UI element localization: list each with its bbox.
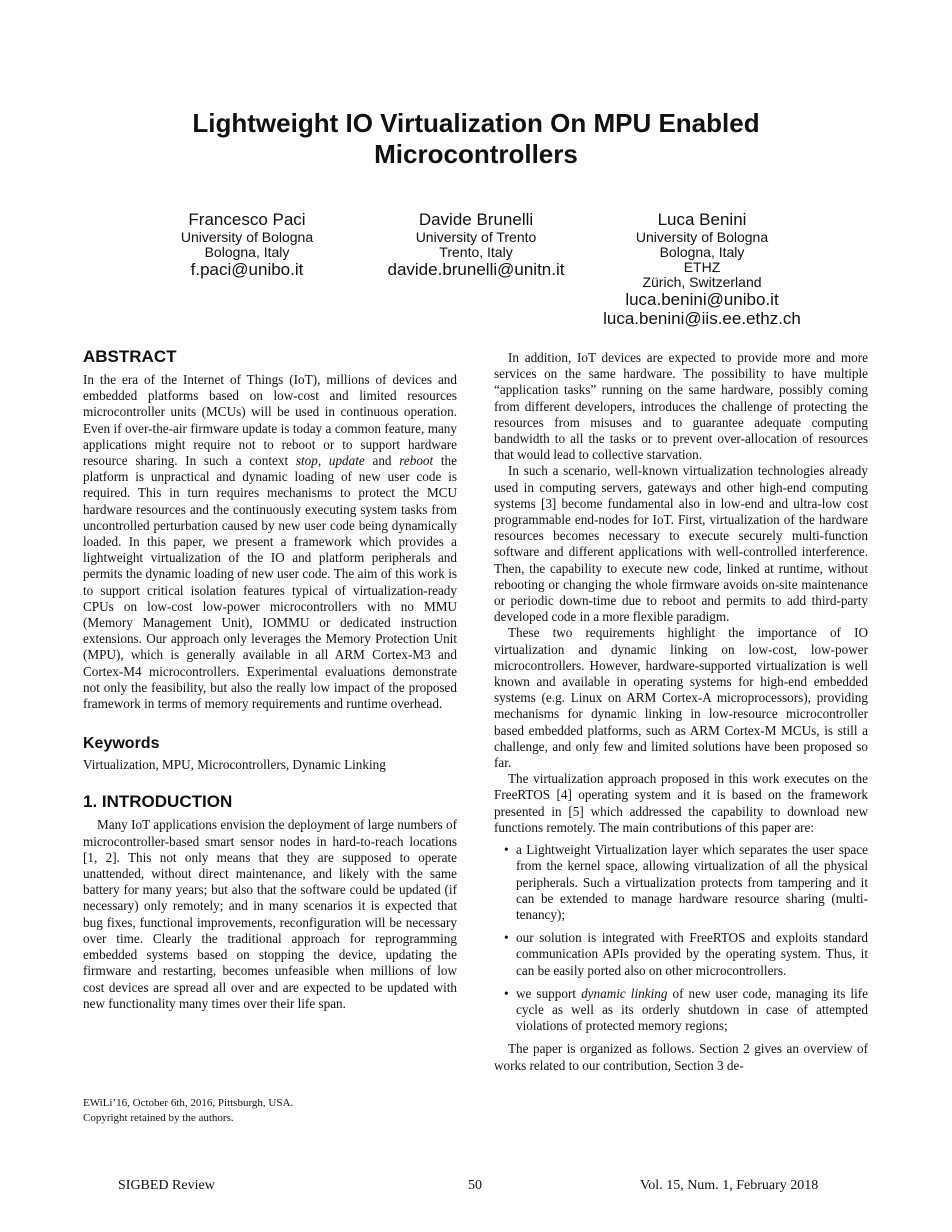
author-affiliation: ETHZ	[683, 259, 721, 275]
list-item: • our solution is integrated with FreeRTOS and exploits standard communication APIs provided by the operating system. Thus, it can be easily ported also on other microcontrollers.	[516, 930, 868, 979]
list-item: • we support dynamic linking of new user code, managing its life cycle as well as its orderly shutdown in case of attempted violations of protected memory regions;	[516, 986, 868, 1035]
author-2	[346, 210, 606, 279]
footer-volume: Vol. 15, Num. 1, February 2018	[640, 1178, 819, 1193]
list-item: • a Lightweight Virtualization layer which separates the user space from the kernel space, allowing virtualization of all the physical peripherals. Such a virtualization protects from tampering and it can be extended to manage hardware resource sharing (multi-tenancy);	[516, 842, 868, 923]
footer-journal: SIGBED Review	[118, 1178, 215, 1193]
author-email[interactable]: luca.benini@iis.ee.ethz.ch	[603, 309, 801, 328]
right-column	[494, 350, 868, 1074]
paper-title	[0, 108, 952, 170]
author-affiliation: Trento, Italy	[439, 244, 513, 260]
author-affiliation: University of Trento	[415, 229, 537, 245]
title-line: Lightweight IO Virtualization On MPU Enabled	[192, 108, 760, 138]
contributions-list	[494, 842, 868, 1034]
abstract-heading: ABSTRACT	[83, 347, 177, 366]
keywords-text: Virtualization, MPU, Microcontrollers, Dynamic Linking	[83, 757, 386, 773]
keywords-heading: Keywords	[83, 735, 160, 753]
author-1	[117, 210, 377, 279]
footnote	[83, 1096, 293, 1126]
author-affiliation: University of Bologna	[180, 229, 314, 245]
paragraph: The virtualization approach proposed in this work executes on the FreeRTOS [4] operating system and it is based on the framework presented in [5] which addressed the capability to download new functions remotely. The main contributions of this paper are:	[494, 771, 868, 835]
abstract-text: In the era of the Internet of Things (IoT), millions of devices and embedded platforms based on low-cost and limited resources microcontroller units (MCUs) will be used in continuous operation. Even if over-the-air firmware update is today a common feature, many applications might require not to reboot or to support hardware resource sharing. In such a context stop, update and reboot the platform is unpractical and dynamic loading of new user code is required. This in turn requires mechanisms to protect the MCU hardware resources and the continuously executing system tasks from uncontrolled perturbation caused by new user code being dynamically loaded. In this paper, we present a framework which provides a lightweight virtualization of the IO and platform peripherals and permits the dynamic loading of new user code. The aim of this work is to support critical isolation features typical of virtualization-ready CPUs on low-cost low-power microcontrollers with no MMU (Memory Management Unit), IOMMU or dedicated instruction extensions. Our approach only leverages the Memory Protection Unit (MPU), which is generally available in all ARM Cortex-M3 and Cortex-M4 microcontrollers. Experimental evaluations demonstrate not only the feasibility, but also the really low impact of the proposed framework in terms of memory requirements and runtime overhead.	[83, 372, 458, 712]
introduction-heading: 1. INTRODUCTION	[83, 792, 233, 812]
footnote-line: EWiLi’16, October 6th, 2016, Pittsburgh, USA.	[83, 1097, 294, 1109]
title-line: Microcontrollers	[374, 139, 578, 169]
author-name: Luca Benini	[657, 210, 747, 229]
author-email[interactable]: f.paci@unibo.it	[190, 260, 304, 279]
footnote-line: Copyright retained by the authors.	[83, 1112, 234, 1124]
author-email[interactable]: davide.brunelli@unitn.it	[387, 260, 565, 279]
paragraph: The paper is organized as follows. Section 2 gives an overview of works related to our contribution, Section 3 de-	[494, 1041, 868, 1073]
footer-page-number: 50	[468, 1178, 482, 1193]
paragraph: In such a scenario, well-known virtualization technologies already used in computing servers, gateways and other high-end computing systems [3] become fundamental also in low-end and ultra-low cost programmable end-nodes for IoT. First, virtualization of the hardware resources becomes necessary to execute securely multi-function software and different applications with well-controlled interference. Then, the capability to execute new code, linked at runtime, without rebooting or changing the whole firmware avoids on-site maintenance or periodic down-time due to reboot and permits to add third-party developed code in a more flexible paradigm.	[494, 463, 868, 625]
author-name: Francesco Paci	[188, 210, 306, 229]
author-name: Davide Brunelli	[418, 210, 534, 229]
left-column	[83, 346, 457, 1012]
paragraph: In addition, IoT devices are expected to provide more and more services on the same hardware. The possibility to have multiple “application tasks” running on the same hardware, possibly coming from different developers, introduces the challenge of protecting the resources from misuses and to guarantee adequate computing bandwidth to all the tasks or to prevent over-allocation of resources that would lead to collective starvation.	[494, 350, 868, 463]
author-affiliation: Bologna, Italy	[659, 244, 745, 260]
author-email[interactable]: luca.benini@unibo.it	[625, 290, 779, 309]
author-affiliation: University of Bologna	[635, 229, 769, 245]
paragraph: Many IoT applications envision the deployment of large numbers of microcontroller-based smart sensor nodes in hard-to-reach locations [1, 2]. This not only means that they are supposed to operate unattended, without direct maintenance, and likely with the same battery for many years; but also that the software could be updated (if necessary) only remotely; and in many scenarios it is expected that bug fixes, functional improvements, reconfiguration will be necessary over time. Clearly the traditional approach for reprogramming embedded systems based on stopping the device, updating the firmware and restarting, becomes unfeasible when millions of low cost devices are spread all over and are expected to be updated with new functionality many times over their life span.	[83, 817, 457, 1011]
author-affiliation: Bologna, Italy	[204, 244, 290, 260]
paragraph: These two requirements highlight the importance of IO virtualization and dynamic linking on low-cost, low-power microcontrollers. However, hardware-supported virtualization is well known and available in operating systems for high-end embedded systems (e.g. Linux on ARM Cortex-A microprocessors), providing mechanisms for dynamic linking in low-resource microcontroller based embedded platforms, such as ARM Cortex-M MCUs, is still a challenge, and only few and limited solutions have been proposed so far.	[494, 625, 868, 771]
author-3	[572, 210, 832, 328]
author-affiliation: Zürich, Switzerland	[642, 274, 762, 290]
